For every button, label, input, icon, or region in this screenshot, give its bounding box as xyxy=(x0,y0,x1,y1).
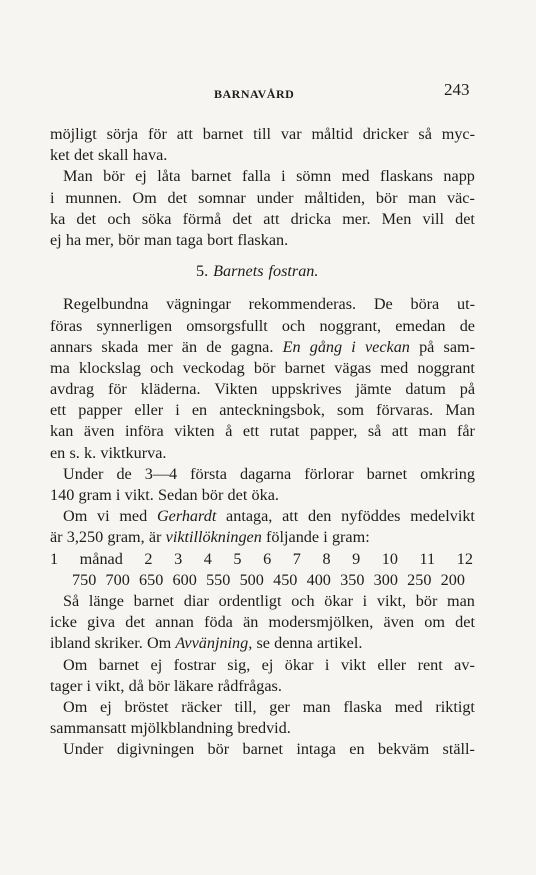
word: 400 xyxy=(306,570,331,589)
text-line xyxy=(50,166,475,187)
word: ut- xyxy=(456,295,475,314)
word: så xyxy=(418,125,432,143)
word: Avvänjning, xyxy=(175,634,253,653)
word: 4 xyxy=(203,549,212,568)
word: skriker. xyxy=(94,634,143,653)
word: vikt, xyxy=(95,676,125,695)
word: bort xyxy=(207,230,234,249)
word: det xyxy=(125,613,146,632)
text-line xyxy=(50,316,475,337)
word: skall xyxy=(97,146,129,165)
word: ibland xyxy=(50,634,91,653)
weight-table-row xyxy=(50,570,475,591)
word: bör xyxy=(103,167,125,186)
word: fostran. xyxy=(268,262,319,281)
word: första xyxy=(190,464,227,483)
word: vägas xyxy=(334,358,372,377)
word: med xyxy=(394,697,423,716)
word: är xyxy=(148,528,162,547)
word: mjölkblandning xyxy=(130,719,234,738)
word: denna xyxy=(274,634,313,653)
word: 9 xyxy=(352,549,361,568)
word: måltiden, xyxy=(304,188,366,207)
word: i xyxy=(115,486,121,504)
word: 550 xyxy=(206,570,231,589)
word: det xyxy=(227,486,248,504)
word: flaskans xyxy=(379,167,433,186)
word: 600 xyxy=(172,570,197,589)
word: böra xyxy=(410,295,440,314)
word: Gerhardt xyxy=(156,507,217,526)
word: omsorgsfullt xyxy=(186,316,268,335)
word: att xyxy=(282,507,299,526)
word: gram, xyxy=(107,528,145,547)
text-line xyxy=(50,718,475,739)
word: förlorar xyxy=(304,464,354,483)
word: dagarna xyxy=(239,464,292,483)
word: viktkurva. xyxy=(100,443,167,462)
word: bredvid. xyxy=(237,719,291,738)
word: sam- xyxy=(443,337,475,356)
word: dricker xyxy=(362,125,409,143)
word: tager xyxy=(50,676,83,695)
text-line xyxy=(50,124,475,145)
word: emedan xyxy=(395,316,446,335)
word: bekväm xyxy=(377,740,430,759)
text-line xyxy=(50,145,475,166)
word: falla xyxy=(241,167,271,186)
word: det xyxy=(73,146,94,165)
word: artikel. xyxy=(317,634,363,653)
word: barnet xyxy=(202,125,244,143)
word: Under xyxy=(63,464,104,483)
word: de xyxy=(206,337,222,356)
text-line xyxy=(50,676,475,697)
word: dricka xyxy=(290,209,332,228)
word: veckodag xyxy=(182,358,245,377)
word: barnet xyxy=(133,591,175,610)
word: rekommenderas. xyxy=(248,295,357,314)
word: bör xyxy=(148,676,170,695)
word: vikten xyxy=(174,422,215,441)
word: en xyxy=(349,740,365,759)
word: digivningen xyxy=(116,740,195,759)
word: det xyxy=(167,188,188,207)
word: De xyxy=(373,295,393,314)
word: myc- xyxy=(441,125,475,143)
word: i xyxy=(50,188,55,207)
word: införa xyxy=(125,422,164,441)
text-line xyxy=(50,464,475,485)
page-header xyxy=(0,78,536,102)
word: Man xyxy=(63,167,93,186)
word: en xyxy=(50,443,66,462)
word: ej xyxy=(50,230,62,249)
word: sammansatt xyxy=(50,719,127,738)
word: förmå xyxy=(182,209,222,228)
word: ket xyxy=(50,146,70,165)
word: giva xyxy=(87,613,116,632)
word: på xyxy=(419,337,435,356)
word: 250 xyxy=(407,570,432,589)
word: vikt. xyxy=(124,486,154,504)
text-line xyxy=(50,358,475,379)
word: 3,250 xyxy=(66,528,104,547)
text-line xyxy=(50,230,475,251)
word: annan xyxy=(155,613,194,632)
word: Om xyxy=(63,507,88,526)
word: 750 xyxy=(72,570,97,589)
word: eller xyxy=(377,655,407,674)
word: under xyxy=(256,188,294,207)
word: Om xyxy=(63,655,88,674)
word: i xyxy=(86,676,92,695)
word: Regelbundna xyxy=(63,295,149,314)
word: ej xyxy=(135,167,147,186)
word: ger xyxy=(269,697,290,716)
word: det xyxy=(455,209,475,228)
word: även xyxy=(383,613,415,632)
word: se xyxy=(256,634,270,653)
word: 140 xyxy=(50,486,75,504)
word: möjligt xyxy=(50,125,97,143)
word: måltid xyxy=(311,125,353,143)
text-line xyxy=(50,294,475,315)
word: ha xyxy=(65,230,82,249)
word: mer, xyxy=(85,230,114,249)
word: 300 xyxy=(373,570,398,589)
word: rådfrågas. xyxy=(217,676,282,695)
word: vikt, xyxy=(376,591,407,610)
word: ökar xyxy=(284,655,314,674)
word: ej xyxy=(100,697,112,716)
word: avdrag xyxy=(50,380,95,399)
text-line xyxy=(50,379,475,400)
word: s. xyxy=(69,443,80,462)
word: läkare xyxy=(173,676,214,695)
word: bör xyxy=(253,358,276,377)
word: sörja xyxy=(106,125,139,143)
word: än xyxy=(181,337,198,356)
word: riktigt xyxy=(435,697,475,716)
word: vikt xyxy=(340,655,367,674)
word: omkring xyxy=(420,464,475,483)
word: barnet xyxy=(284,358,326,377)
word: Om xyxy=(132,188,157,207)
word: viktillökningen xyxy=(165,528,262,547)
word: flaska xyxy=(343,697,382,716)
word: barnet xyxy=(191,167,232,186)
text-line xyxy=(50,506,475,527)
word: med xyxy=(341,167,370,186)
word: för xyxy=(147,125,167,143)
word: fostrar xyxy=(173,655,216,674)
word: icke xyxy=(50,613,77,632)
word: låta xyxy=(157,167,181,186)
running-title: BARNAVÅRD xyxy=(214,87,295,101)
word: man xyxy=(408,188,437,207)
word: ökar xyxy=(324,591,353,610)
weight-table-row xyxy=(50,549,475,570)
word: somnar xyxy=(198,188,246,207)
word: vill xyxy=(422,209,445,228)
word: hava. xyxy=(132,146,168,165)
word: datum xyxy=(405,380,446,399)
word: förvaras. xyxy=(376,401,434,420)
word: av- xyxy=(454,655,475,674)
word: föras xyxy=(50,316,83,335)
word: diar xyxy=(183,591,209,610)
word: månad xyxy=(79,549,123,568)
text-line xyxy=(50,697,475,718)
word: Om xyxy=(63,697,88,716)
word: kläderna. xyxy=(140,380,201,399)
word: gagna. xyxy=(230,337,274,356)
word: väc- xyxy=(447,188,475,207)
word: 10 xyxy=(381,549,398,568)
word: bör xyxy=(415,591,438,610)
word: napp xyxy=(443,167,475,186)
word: jämte xyxy=(355,380,392,399)
word: 200 xyxy=(440,570,465,589)
word: 3 xyxy=(174,549,183,568)
word: och xyxy=(150,358,174,377)
word: flaskan. xyxy=(237,230,289,249)
word: 1 xyxy=(50,549,59,568)
word: modersmjölken, xyxy=(268,613,374,632)
word: 3—4 xyxy=(144,464,178,483)
word: till xyxy=(253,125,272,143)
section-heading xyxy=(50,261,475,282)
word: i xyxy=(175,401,180,420)
word: Vikten xyxy=(214,380,258,399)
word: uppskrives xyxy=(271,380,342,399)
word: är xyxy=(50,528,63,547)
word: barnet xyxy=(98,655,140,674)
word: En xyxy=(282,337,301,356)
word: taga xyxy=(175,230,203,249)
word: skada xyxy=(101,337,139,356)
word: man xyxy=(447,591,475,610)
word: då xyxy=(128,676,144,695)
word: de xyxy=(459,316,475,335)
word: annars xyxy=(50,337,93,356)
word: 350 xyxy=(340,570,365,589)
word: anteckningsbok, xyxy=(219,401,325,420)
word: ej xyxy=(261,655,274,674)
word: i xyxy=(351,337,356,356)
word: och xyxy=(291,591,315,610)
word: att xyxy=(263,209,280,228)
word: ett xyxy=(50,401,67,420)
word: i xyxy=(362,591,368,610)
text-line xyxy=(50,188,475,209)
word: 8 xyxy=(322,549,331,568)
word: bör xyxy=(118,230,140,249)
word: barnet xyxy=(242,740,283,759)
word: 700 xyxy=(105,570,130,589)
word: 12 xyxy=(456,549,473,568)
word: rent xyxy=(417,655,443,674)
word: ordentligt xyxy=(218,591,282,610)
word: öka. xyxy=(251,486,279,504)
word: Under xyxy=(63,740,104,759)
word: papper, xyxy=(309,422,358,441)
word: nyföddes xyxy=(341,507,401,526)
word: gång xyxy=(309,337,343,356)
word: man xyxy=(418,422,447,441)
word: de xyxy=(116,464,132,483)
word: att xyxy=(176,125,193,143)
word: det xyxy=(455,613,475,632)
word: i xyxy=(323,528,328,547)
word: Men xyxy=(381,209,412,228)
word: noggrant xyxy=(417,358,475,377)
word: 11 xyxy=(419,549,436,568)
word: länge xyxy=(88,591,124,610)
word: om xyxy=(424,613,445,632)
word: räcker xyxy=(181,697,222,716)
word: rutat xyxy=(269,422,300,441)
word: 7 xyxy=(292,549,301,568)
word: 5 xyxy=(233,549,242,568)
word: på xyxy=(459,380,475,399)
word: synnerligen xyxy=(96,316,173,335)
word: 5. xyxy=(196,262,209,281)
word: man xyxy=(302,697,331,716)
word: Om xyxy=(146,634,172,653)
word: som xyxy=(337,401,364,420)
word: sig, xyxy=(227,655,251,674)
word: papper xyxy=(78,401,123,420)
word: gram: xyxy=(331,528,370,547)
word: gram xyxy=(78,486,112,504)
word: den xyxy=(308,507,332,526)
page-number: 243 xyxy=(444,80,470,99)
word: sömn xyxy=(296,167,332,186)
word: var xyxy=(280,125,302,143)
text-line xyxy=(50,591,475,612)
word: ka xyxy=(50,209,66,228)
word: med xyxy=(380,358,409,377)
word: klockslag xyxy=(78,358,141,377)
word: noggrant, xyxy=(319,316,382,335)
word: följande xyxy=(266,528,320,547)
word: bör xyxy=(375,188,398,207)
body-text xyxy=(50,124,475,760)
word: och xyxy=(107,209,131,228)
text-line xyxy=(50,633,475,654)
word: 500 xyxy=(239,570,264,589)
word: det xyxy=(76,209,97,228)
word: 6 xyxy=(263,549,272,568)
word: munnen. xyxy=(65,188,122,207)
word: antaga, xyxy=(226,507,273,526)
word: ma xyxy=(50,358,70,377)
word: till, xyxy=(234,697,257,716)
word: och xyxy=(281,316,306,335)
word: kan xyxy=(50,422,74,441)
word: Så xyxy=(63,591,80,610)
word: söka xyxy=(141,209,172,228)
word: vi xyxy=(97,507,110,526)
text-line xyxy=(50,421,475,442)
word: bör xyxy=(207,740,230,759)
word: eller xyxy=(134,401,164,420)
text-line xyxy=(50,400,475,421)
word: ställ- xyxy=(442,740,475,759)
word: Barnets xyxy=(213,262,264,281)
word: barnet xyxy=(366,464,408,483)
word: 650 xyxy=(139,570,164,589)
text-line xyxy=(50,443,475,464)
text-line xyxy=(50,612,475,633)
word: för xyxy=(107,380,127,399)
word: i xyxy=(281,167,286,186)
word: mer. xyxy=(342,209,371,228)
word: 450 xyxy=(273,570,298,589)
word: 2 xyxy=(144,549,153,568)
word: i xyxy=(324,655,330,674)
text-line xyxy=(50,655,475,676)
word: medelvikt xyxy=(410,507,475,526)
word: mer xyxy=(147,337,173,356)
word: bröstet xyxy=(124,697,169,716)
word: även xyxy=(83,422,115,441)
text-line xyxy=(50,527,475,548)
word: så xyxy=(367,422,382,441)
text-line xyxy=(50,337,475,358)
word: Sedan xyxy=(158,486,198,504)
word: vägningar xyxy=(166,295,231,314)
word: man xyxy=(143,230,172,249)
word: bör xyxy=(201,486,224,504)
word: än xyxy=(243,613,259,632)
word: med xyxy=(119,507,148,526)
word: föda xyxy=(204,613,233,632)
text-line xyxy=(50,209,475,230)
word: att xyxy=(391,422,409,441)
word: får xyxy=(456,422,475,441)
word: å xyxy=(225,422,233,441)
word: en xyxy=(191,401,208,420)
word: ett xyxy=(242,422,260,441)
text-line xyxy=(50,739,475,760)
text-line xyxy=(50,485,475,506)
word: ej xyxy=(150,655,163,674)
word: Man xyxy=(445,401,475,420)
word: det xyxy=(232,209,253,228)
word: intaga xyxy=(296,740,336,759)
word: veckan xyxy=(364,337,410,356)
word: k. xyxy=(84,443,97,462)
